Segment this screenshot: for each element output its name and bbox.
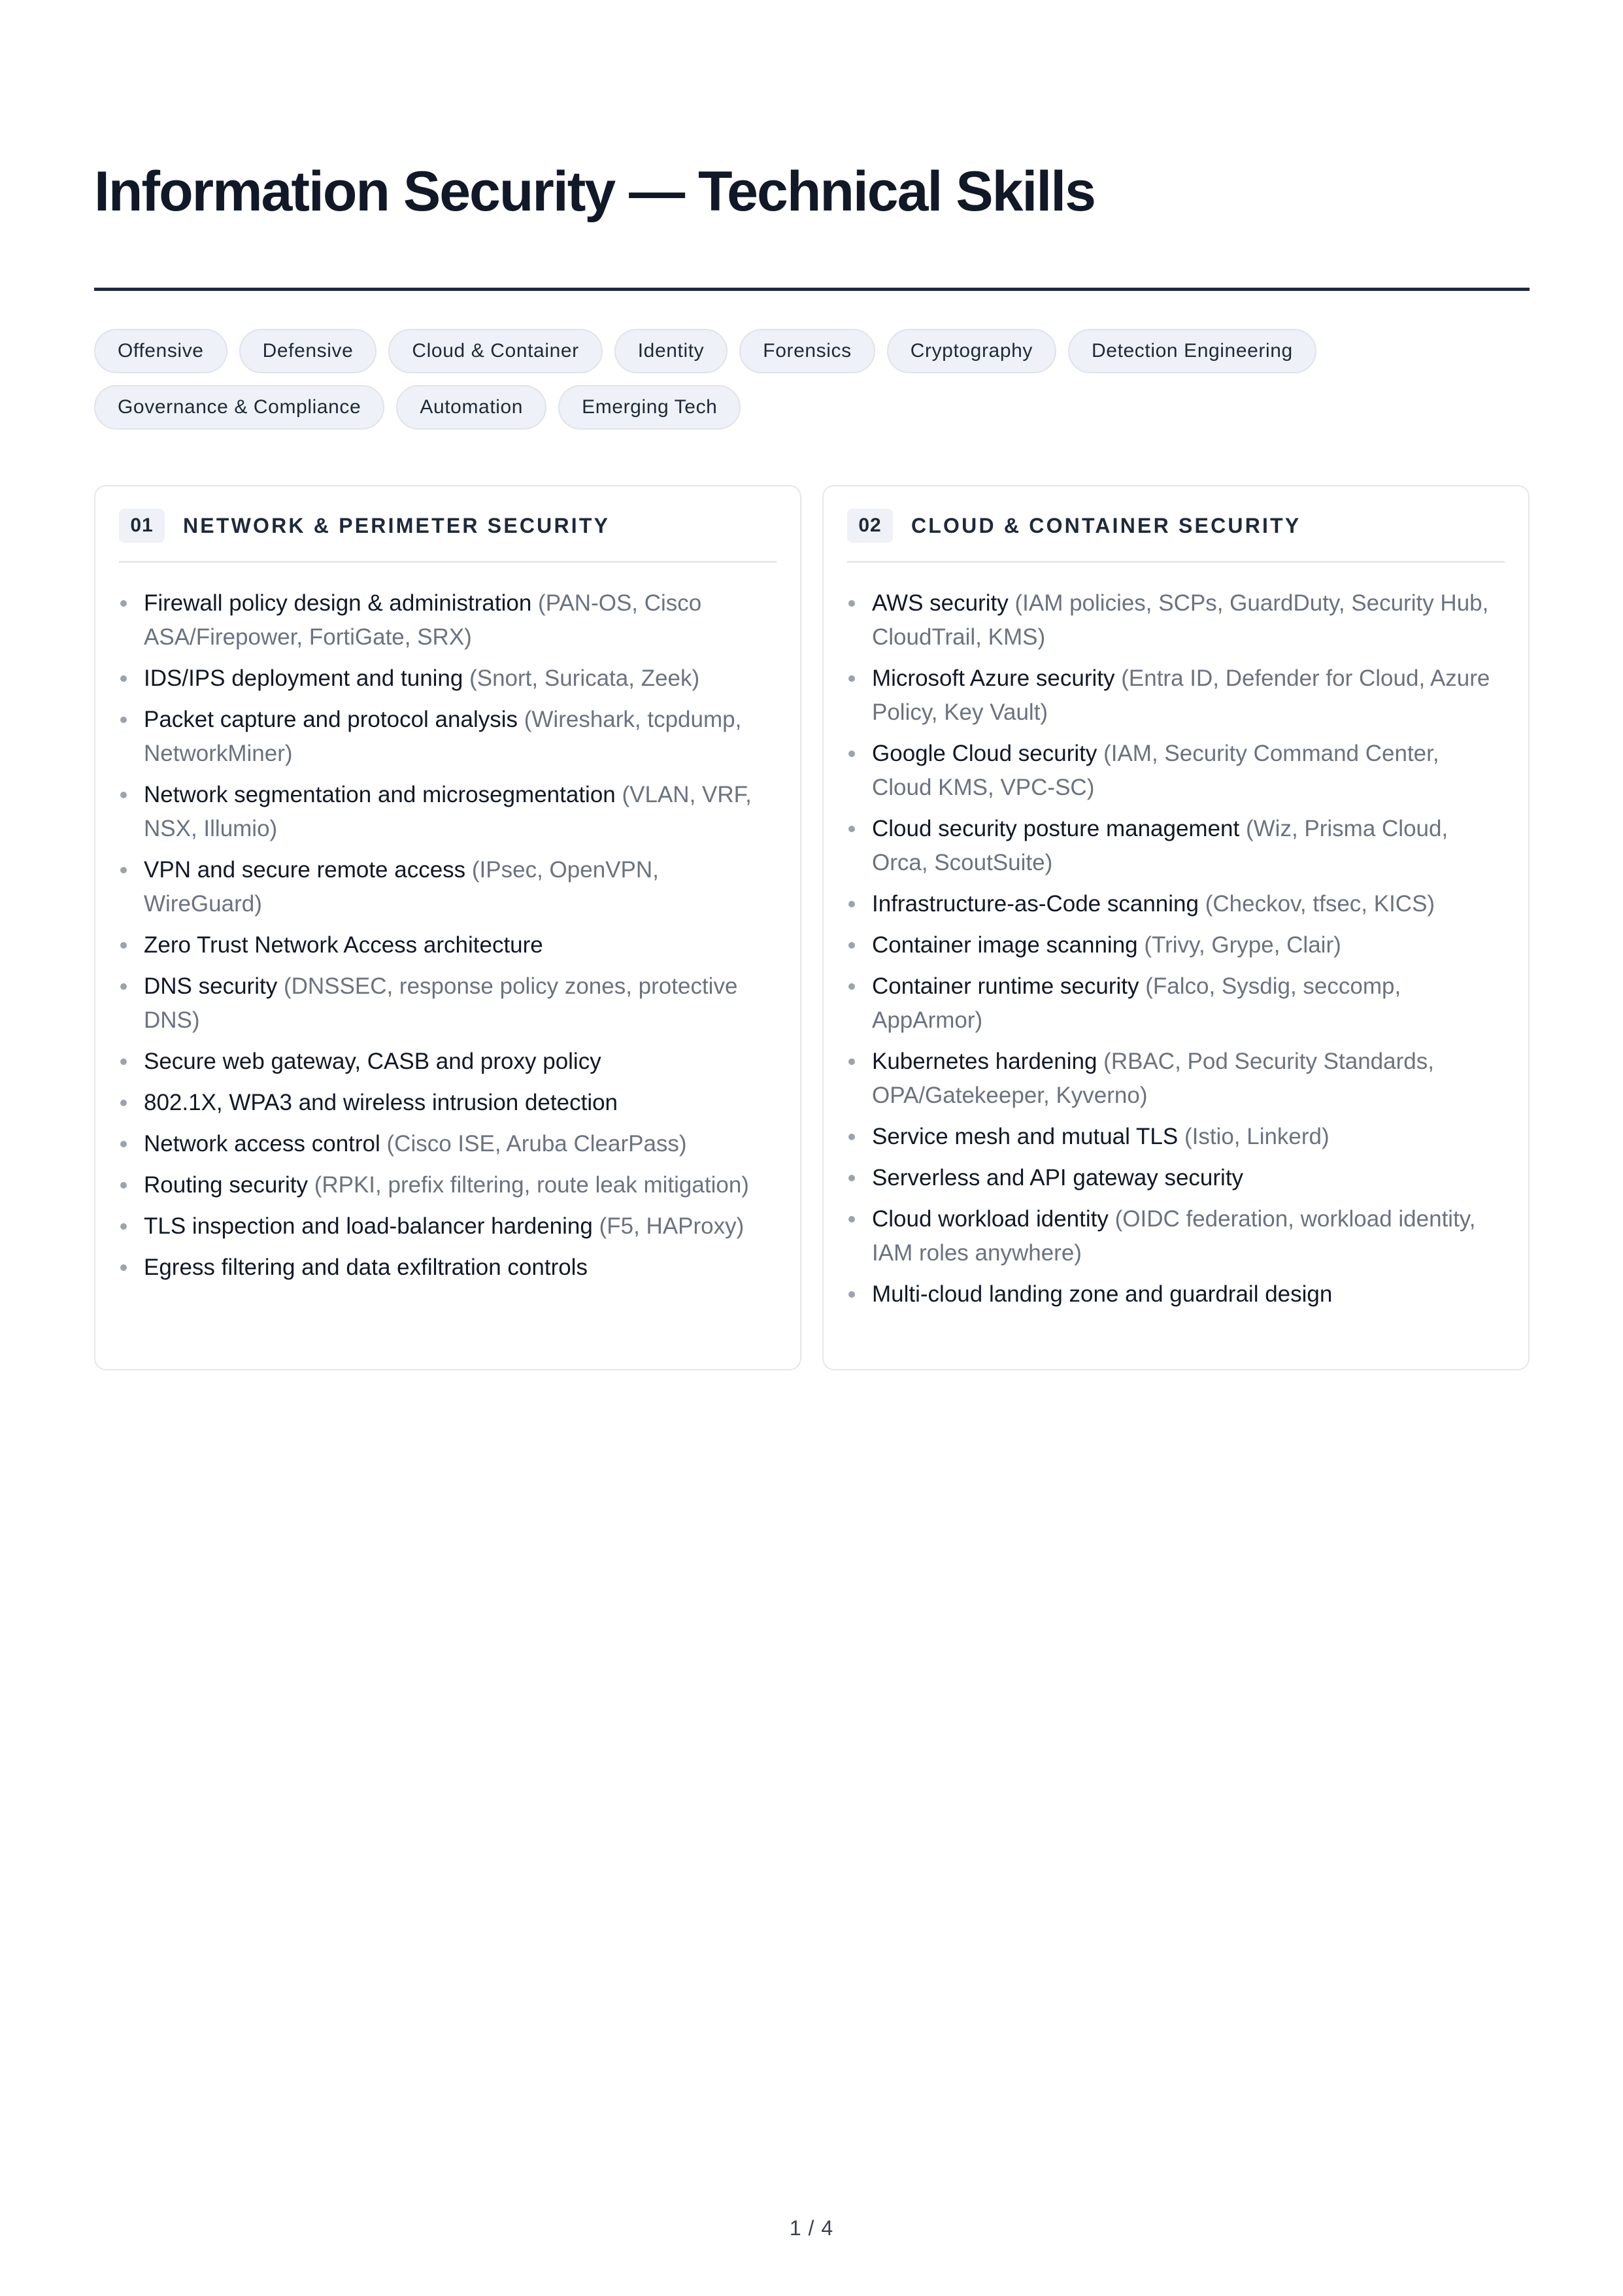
bullet-icon <box>848 942 855 949</box>
skill-name: Service mesh and mutual TLS <box>872 1124 1179 1149</box>
bullet-icon <box>848 1134 855 1140</box>
tag-chip: Identity <box>614 329 728 373</box>
skill-name: Serverless and API gateway security <box>872 1165 1244 1190</box>
skill-name: Packet capture and protocol analysis <box>144 707 518 732</box>
bullet-icon <box>120 675 127 682</box>
skill-name: Firewall policy design & administration <box>144 590 532 616</box>
skill-item <box>119 1127 777 1161</box>
skill-name: Cloud security posture management <box>872 816 1240 841</box>
bullet-icon <box>848 675 855 682</box>
skill-name: TLS inspection and load-balancer hardening <box>144 1213 593 1239</box>
skill-name: VPN and secure remote access <box>144 857 466 883</box>
skill-item <box>847 812 1505 880</box>
skill-detail: (Wiz, Prisma Cloud, Orca, ScoutSuite) <box>872 816 1448 875</box>
skill-name: Network access control <box>144 1131 380 1156</box>
section-header <box>847 506 1505 563</box>
skill-item <box>847 662 1505 730</box>
skill-item <box>119 1251 777 1285</box>
skill-detail: (RBAC, Pod Security Standards, OPA/Gatekeeper, Kyverno) <box>872 1049 1434 1108</box>
skill-detail: (Checkov, tfsec, KICS) <box>1205 891 1435 917</box>
bullet-icon <box>120 1223 127 1230</box>
bullet-icon <box>120 1141 127 1147</box>
skill-detail: (IAM, Security Command Center, Cloud KMS, VPC-SC) <box>872 741 1439 800</box>
section-title: CLOUD & CONTAINER SECURITY <box>911 513 1301 537</box>
tag-chip: Emerging Tech <box>558 385 741 430</box>
skill-detail: (PAN-OS, Cisco ASA/Firepower, FortiGate, SRX) <box>144 590 702 650</box>
skill-detail: (Falco, Sysdig, seccomp, AppArmor) <box>872 973 1401 1033</box>
bullet-icon <box>120 983 127 990</box>
skill-item <box>847 1202 1505 1270</box>
skill-item <box>119 703 777 771</box>
section-number-badge: 02 <box>847 509 893 543</box>
bullet-icon <box>848 1058 855 1065</box>
skill-name: 802.1X, WPA3 and wireless intrusion detection <box>144 1090 618 1115</box>
skill-name: Google Cloud security <box>872 741 1097 766</box>
skill-name: Secure web gateway, CASB and proxy policy <box>144 1049 601 1074</box>
skill-item <box>119 853 777 921</box>
bullet-icon <box>120 1182 127 1189</box>
bullet-icon <box>848 1175 855 1181</box>
skill-name: Network segmentation and microsegmentation <box>144 782 616 807</box>
skill-item <box>119 586 777 654</box>
skill-detail: (IPsec, OpenVPN, WireGuard) <box>144 857 659 917</box>
tag-list <box>94 329 1530 430</box>
skill-name: Multi-cloud landing zone and guardrail design <box>872 1281 1333 1307</box>
section-card-network <box>94 485 801 1370</box>
skill-name: Microsoft Azure security <box>872 666 1115 691</box>
skill-detail: (Entra ID, Defender for Cloud, Azure Policy, Key Vault) <box>872 666 1490 725</box>
skill-detail: (F5, HAProxy) <box>599 1213 745 1239</box>
section-card-cloud <box>822 485 1530 1370</box>
skill-detail: (DNSSEC, response policy zones, protective DNS) <box>144 973 738 1033</box>
skill-detail: (Snort, Suricata, Zeek) <box>469 666 700 691</box>
page-title: Information Security — Technical Skills <box>94 160 1095 223</box>
skill-detail: (Trivy, Grype, Clair) <box>1144 932 1341 958</box>
tag-chip: Forensics <box>739 329 875 373</box>
skill-detail: (RPKI, prefix filtering, route leak mitigation) <box>314 1172 749 1198</box>
tag-chip: Defensive <box>239 329 377 373</box>
skill-name: Container image scanning <box>872 932 1138 958</box>
skill-detail: (IAM policies, SCPs, GuardDuty, Security Hub, CloudTrail, KMS) <box>872 590 1489 650</box>
skill-detail: (VLAN, VRF, NSX, Illumio) <box>144 782 752 841</box>
skill-name: Container runtime security <box>872 973 1139 999</box>
skill-item <box>847 586 1505 654</box>
skill-name: Kubernetes hardening <box>872 1049 1097 1074</box>
skill-name: Infrastructure-as-Code scanning <box>872 891 1199 917</box>
bullet-icon <box>120 600 127 607</box>
skill-name: DNS security <box>144 973 278 999</box>
page-number: 1 / 4 <box>789 2216 834 2240</box>
skill-name: AWS security <box>872 590 1009 616</box>
skill-list <box>119 586 777 1285</box>
bullet-icon <box>120 717 127 723</box>
skill-item <box>119 778 777 846</box>
bullet-icon <box>120 1058 127 1065</box>
tag-chip: Cloud & Container <box>388 329 602 373</box>
skill-name: Zero Trust Network Access architecture <box>144 932 543 958</box>
bullet-icon <box>848 751 855 757</box>
bullet-icon <box>848 1216 855 1223</box>
bullet-icon <box>848 1291 855 1298</box>
skill-item <box>119 970 777 1038</box>
skill-item <box>847 928 1505 962</box>
skill-name: IDS/IPS deployment and tuning <box>144 666 463 691</box>
skill-item <box>847 1045 1505 1113</box>
skill-item <box>119 1209 777 1243</box>
title-divider <box>94 288 1530 291</box>
bullet-icon <box>848 983 855 990</box>
skill-item <box>119 1168 777 1202</box>
bullet-icon <box>120 867 127 873</box>
skill-list <box>847 586 1505 1311</box>
skill-item <box>119 1086 777 1120</box>
tag-chip: Cryptography <box>887 329 1056 373</box>
skill-name: Egress filtering and data exfiltration controls <box>144 1255 588 1280</box>
skill-item <box>119 662 777 696</box>
bullet-icon <box>120 792 127 798</box>
tag-chip: Governance & Compliance <box>94 385 384 430</box>
skill-detail: (Istio, Linkerd) <box>1184 1124 1330 1149</box>
skill-item <box>847 887 1505 921</box>
skill-item <box>847 737 1505 805</box>
skill-detail: (Wireshark, tcpdump, NetworkMiner) <box>144 707 742 766</box>
skill-item <box>847 1161 1505 1195</box>
section-title: NETWORK & PERIMETER SECURITY <box>183 513 611 537</box>
skill-item <box>847 970 1505 1038</box>
skill-sections <box>94 485 1530 1370</box>
skill-detail: (OIDC federation, workload identity, IAM roles anywhere) <box>872 1206 1476 1266</box>
bullet-icon <box>120 1264 127 1271</box>
skill-item <box>847 1120 1505 1154</box>
tag-chip: Offensive <box>94 329 227 373</box>
bullet-icon <box>848 901 855 907</box>
skill-item <box>119 928 777 962</box>
section-header <box>119 506 777 563</box>
skill-name: Cloud workload identity <box>872 1206 1109 1232</box>
bullet-icon <box>120 1100 127 1106</box>
bullet-icon <box>120 942 127 949</box>
tag-chip: Detection Engineering <box>1068 329 1316 373</box>
skill-item <box>119 1045 777 1079</box>
tag-chip: Automation <box>396 385 546 430</box>
skill-name: Routing security <box>144 1172 308 1198</box>
bullet-icon <box>848 600 855 607</box>
bullet-icon <box>848 826 855 832</box>
skill-item <box>847 1277 1505 1311</box>
section-number-badge: 01 <box>119 509 165 543</box>
skill-detail: (Cisco ISE, Aruba ClearPass) <box>386 1131 687 1156</box>
